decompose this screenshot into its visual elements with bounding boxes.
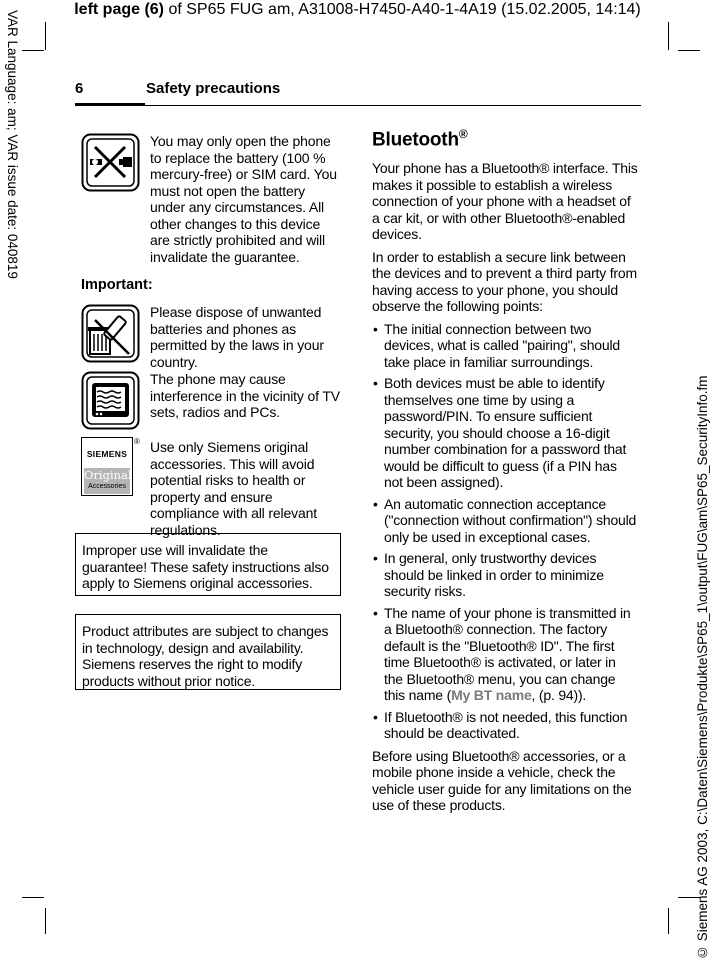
crop-mark (668, 22, 669, 50)
list-item: • If Bluetooth® is not needed, this function should be deactivated. (372, 709, 638, 742)
battery-warning-text: You may only open the phone to replace the battery (100 % mercury-free) or SIM card. You must not open the battery under any circumstances. All other changes to this device are strictly prohibited and will invalidate the guarantee. (150, 133, 337, 265)
product-attributes-box (75, 614, 341, 690)
logo-original-word: Original (84, 468, 132, 482)
accessories-text: Use only Siemens original accessories. This will avoid potential risks to health or property and ensure compliance with all relevant regulations. (150, 439, 317, 538)
document-header (0, 0, 715, 20)
logo-accessories-word: Accessories (88, 483, 126, 490)
bluetooth-vehicle-paragraph: Before using Bluetooth® accessories, or a mobile phone inside a vehicle, check the vehicle user guide for any limitations on the use of these products. (372, 747, 632, 814)
header-file-info: of SP65 FUG am, A31008-H7450-A40-1-4A19 (15.02.2005, 14:14) (164, 1, 641, 18)
bluetooth-section (372, 122, 638, 820)
list-item: • Both devices must be able to identify themselves one time by using a password/PIN. To ensure sufficient security, you should choose a 16-digit number combination for a password that would be difficult to guess (if a PIN has not been assigned). (372, 375, 638, 491)
page-number: 6 (75, 80, 84, 97)
siemens-original-accessories-logo (81, 437, 133, 496)
no-tools-icon (81, 133, 140, 192)
disposal-text: Please dispose of unwanted batteries and phones as permitted by the laws in your country. (150, 304, 324, 370)
side-text-language: VAR Language: am; VAR issue date: 040819 (5, 10, 20, 279)
header-page-label: left page (6) (74, 1, 165, 18)
guarantee-notice-box (75, 533, 341, 596)
crop-mark (22, 897, 44, 898)
bluetooth-intro-paragraph: Your phone has a Bluetooth® interface. This makes it possible to establish a wireless connection of your phone with a headset of a car kit, or with other Bluetooth®-enabled devices. (372, 160, 638, 243)
important-label: Important: (81, 277, 153, 293)
tv-interference-icon (81, 371, 140, 430)
crop-mark (45, 908, 46, 934)
interference-text: The phone may cause interference in the vicinity of TV sets, radios and PCs. (150, 371, 340, 420)
list-item: • The initial connection between two devices, what is called "pairing", should take place in familiar surroundings. (372, 321, 638, 371)
crop-mark (22, 50, 44, 51)
bluetooth-points-list (372, 321, 638, 742)
crop-mark (45, 22, 46, 50)
logo-registered-mark: ® (134, 437, 140, 446)
logo-band (84, 468, 130, 494)
header-rule (75, 105, 641, 106)
list-item: • In general, only trustworthy devices should be linked in order to minimize security risks. (372, 550, 638, 600)
crop-mark (678, 50, 700, 51)
list-item: • The name of your phone is transmitted in a Bluetooth® connection. The factory default is the "Bluetooth® ID". The first time Bluetooth® is activated, or later in the Bluetooth® menu, you can change this name (My BT name, (p. 94)). (372, 605, 638, 704)
side-text-copyright: © Siemens AG 2003, C:\Daten\Siemens\Produkte\SP65_1\output\FUG\am\SP65_SecurityInfo.fm (695, 375, 710, 960)
crop-mark (668, 908, 669, 934)
product-attributes-text: Product attributes are subject to changes in technology, design and availability. Siemens reserves the right to modify products without prior notice. (82, 623, 329, 689)
bluetooth-heading: Bluetooth® (372, 127, 468, 151)
menu-reference: My BT name (451, 687, 532, 704)
logo-brand: SIEMENS (86, 449, 128, 459)
bluetooth-security-paragraph: In order to establish a secure link between the devices and to prevent a third party from having access to your phone, you should observe the following points: (372, 248, 637, 315)
list-item: • An automatic connection acceptance ("connection without confirmation") should only be used in exceptional cases. (372, 496, 638, 546)
page-title: Safety precautions (146, 80, 281, 97)
guarantee-notice-text: Improper use will invalidate the guarantee! These safety instructions also apply to Siemens original accessories. (82, 542, 329, 591)
disposal-bin-icon (81, 304, 140, 363)
header-rule-accent (75, 103, 145, 106)
